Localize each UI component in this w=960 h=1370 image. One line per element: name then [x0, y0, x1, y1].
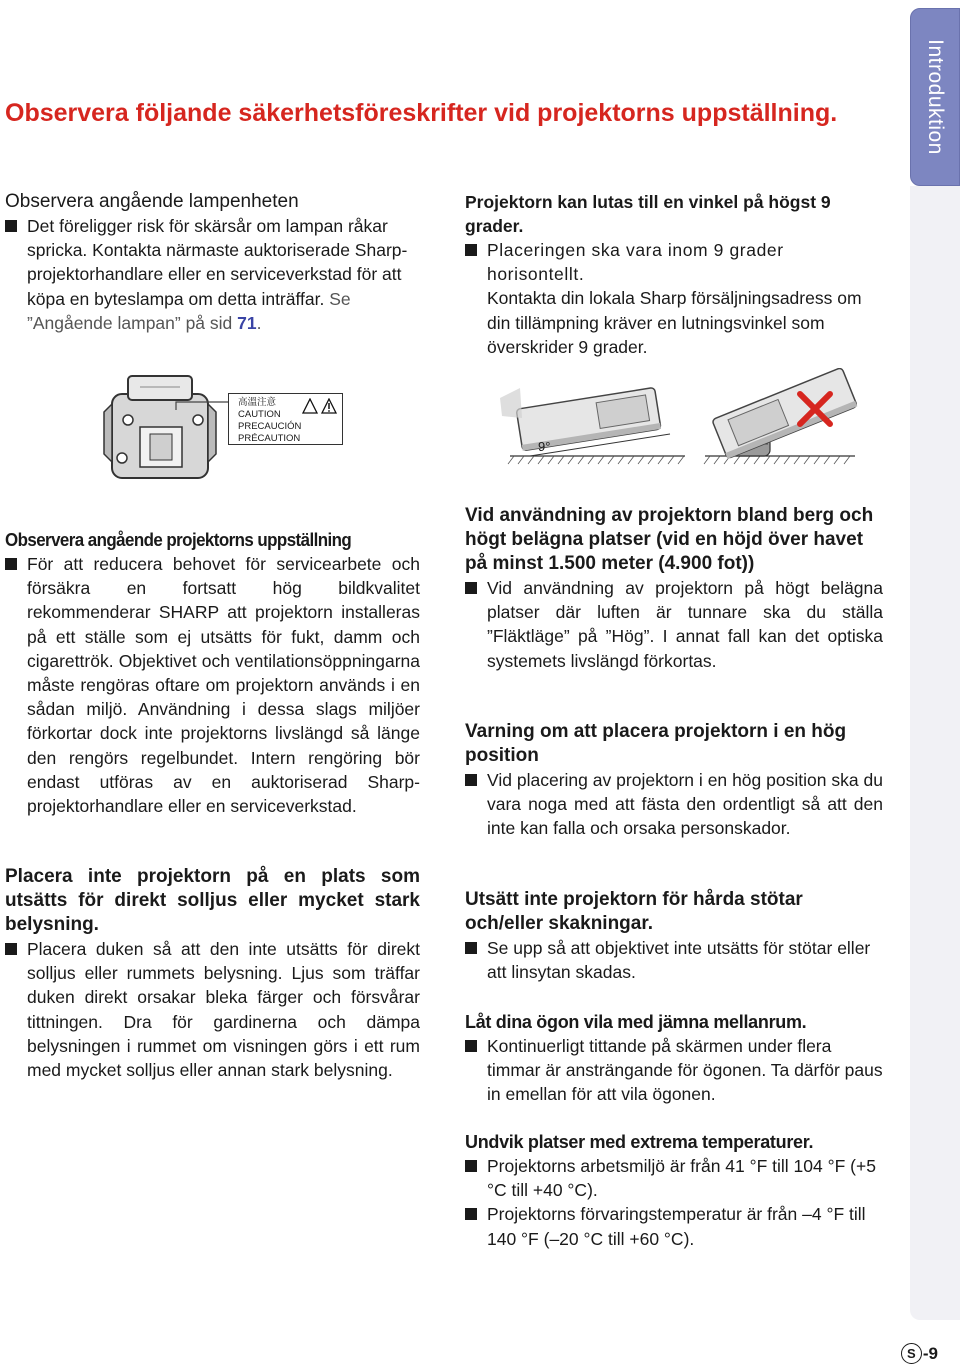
eyes-section: [465, 1010, 883, 1107]
caution-line-1: 高溫注意: [238, 397, 277, 408]
temperature-heading: Undvik platser med extrema temperaturer.: [465, 1132, 814, 1152]
lamp-unit-illustration: [100, 372, 220, 482]
setup-section: [5, 528, 420, 818]
eyes-heading: Låt dina ögon vila med jämna mellanrum.: [465, 1012, 807, 1032]
high-position-heading: Varning om att placera projektorn i en hög position: [465, 721, 847, 766]
temperature-section: [465, 1130, 883, 1251]
altitude-section: [465, 504, 883, 673]
tilt-text-2: Kontakta din lokala Sharp försäljningsadress om din tillämpning kräver en lutningsvinkel som överskrider 9 grader.: [487, 288, 862, 357]
caution-line-4: PRÉCAUTION: [238, 433, 301, 444]
side-margin-strip: [910, 186, 960, 1320]
temperature-text-1: Projektorns arbetsmiljö är från 41 °F till 104 °F (+5 °C till +40 °C).: [465, 1154, 883, 1202]
eyes-text: Kontinuerligt tittande på skärmen under flera timmar är ansträngande för ögonen. Ta därför paus in emellan för att vila ögonen.: [465, 1034, 883, 1107]
shock-section: [465, 888, 883, 984]
caution-label: [228, 393, 343, 445]
shock-text: Se upp så att objektivet inte utsätts för stötar eller att linsytan skadas.: [465, 936, 883, 984]
lamp-heading: Observera angående lampenheten: [5, 191, 299, 212]
lamp-period: .: [256, 312, 262, 333]
shock-heading: Utsätt inte projektorn för hårda stötar och/eller skakningar.: [465, 889, 803, 934]
altitude-text: Vid användning av projektorn på högt belägna platser där luften är tunnare ska du ställa ”Fläktläge” på ”Hög”. I annat fall kan det optiska systemets livslängd förkortas.: [465, 576, 883, 673]
tilt-heading: Projektorn kan lutas till en vinkel på högst 9 grader.: [465, 192, 831, 236]
tilt-angle-label: 9°: [538, 439, 551, 454]
high-position-section: [465, 720, 883, 841]
caution-line-3: PRECAUCIÓN: [238, 421, 302, 432]
sunlight-section: [5, 865, 420, 1082]
lamp-text-body: Det föreligger risk för skärsår om lampan råkar spricka. Kontakta närmaste auktoriserade Sharp-projektorhandlare eller en serviceverkstad för att köpa en byteslampa om detta inträffar.: [27, 216, 408, 309]
setup-text: För att reducera behovet för servicearbete och försäkra en fortsatt hög bildkvalitet rekommenderar SHARP att projektorn installeras på ett ställe som ej utsätts för fukt, damm och cigarettrök. Objektivet och ventilationsöppningarna måste rengöras oftare om projektorn används i en sådan miljö. Användning i dessa slags miljöer förkortar dock inte projektorns livslängd så länge den rengörs regelbundet. Intern rengöring bör endast utföras av en auktoriserad Sharp-projektorhandlare eller en serviceverkstad.: [5, 552, 420, 818]
high-position-text: Vid placering av projektorn i en hög position ska du vara noga med att fästa den ordentligt så att den inte kan falla och orsaka personskador.: [465, 768, 883, 841]
lamp-see-text: Se ”Angående lampan” på sid: [27, 288, 351, 333]
tilt-section: [465, 190, 883, 359]
callout-line: [174, 400, 230, 412]
lamp-text: [5, 214, 420, 335]
tilt-text-1: Placeringen ska vara inom 9 grader horisontellt.: [465, 238, 883, 286]
page-number-value: -9: [922, 1343, 938, 1363]
tilt-illustration: [500, 368, 860, 468]
caution-line-2: CAUTION: [238, 409, 281, 420]
lamp-page-link[interactable]: 71: [237, 312, 257, 333]
section-tab-label: Introduktion: [924, 39, 947, 155]
page-title: Observera följande säkerhetsföreskrifter vid projektorns uppställning.: [5, 99, 838, 127]
sunlight-heading: Placera inte projektorn på en plats som utsätts för direkt solljus eller mycket stark belysning.: [5, 866, 420, 935]
lamp-section: [5, 190, 420, 335]
section-tab[interactable]: [910, 8, 960, 186]
temperature-text-2: Projektorns förvaringstemperatur är från –4 °F till 140 °F (–20 °C till +60 °C).: [465, 1202, 883, 1250]
setup-heading: Observera angående projektorns uppställning: [5, 530, 352, 550]
sunlight-text: Placera duken så att den inte utsätts för direkt solljus eller rummets belysning. Ljus som träffar duken direkt orsakar bleka färger och försvårar tittningen. Dra för gardinerna och dämpa belysningen i rummet om visningen görs i ett rum med mycket solljus eller annan stark belysning.: [5, 937, 420, 1082]
warning-icon: [302, 398, 338, 414]
altitude-heading: Vid användning av projektorn bland berg och högt belägna platser (vid en höjd över havet på minst 1.500 meter (4.900 fot)): [465, 505, 874, 574]
page-number: [901, 1343, 938, 1364]
page-letter-badge: S: [901, 1343, 922, 1364]
